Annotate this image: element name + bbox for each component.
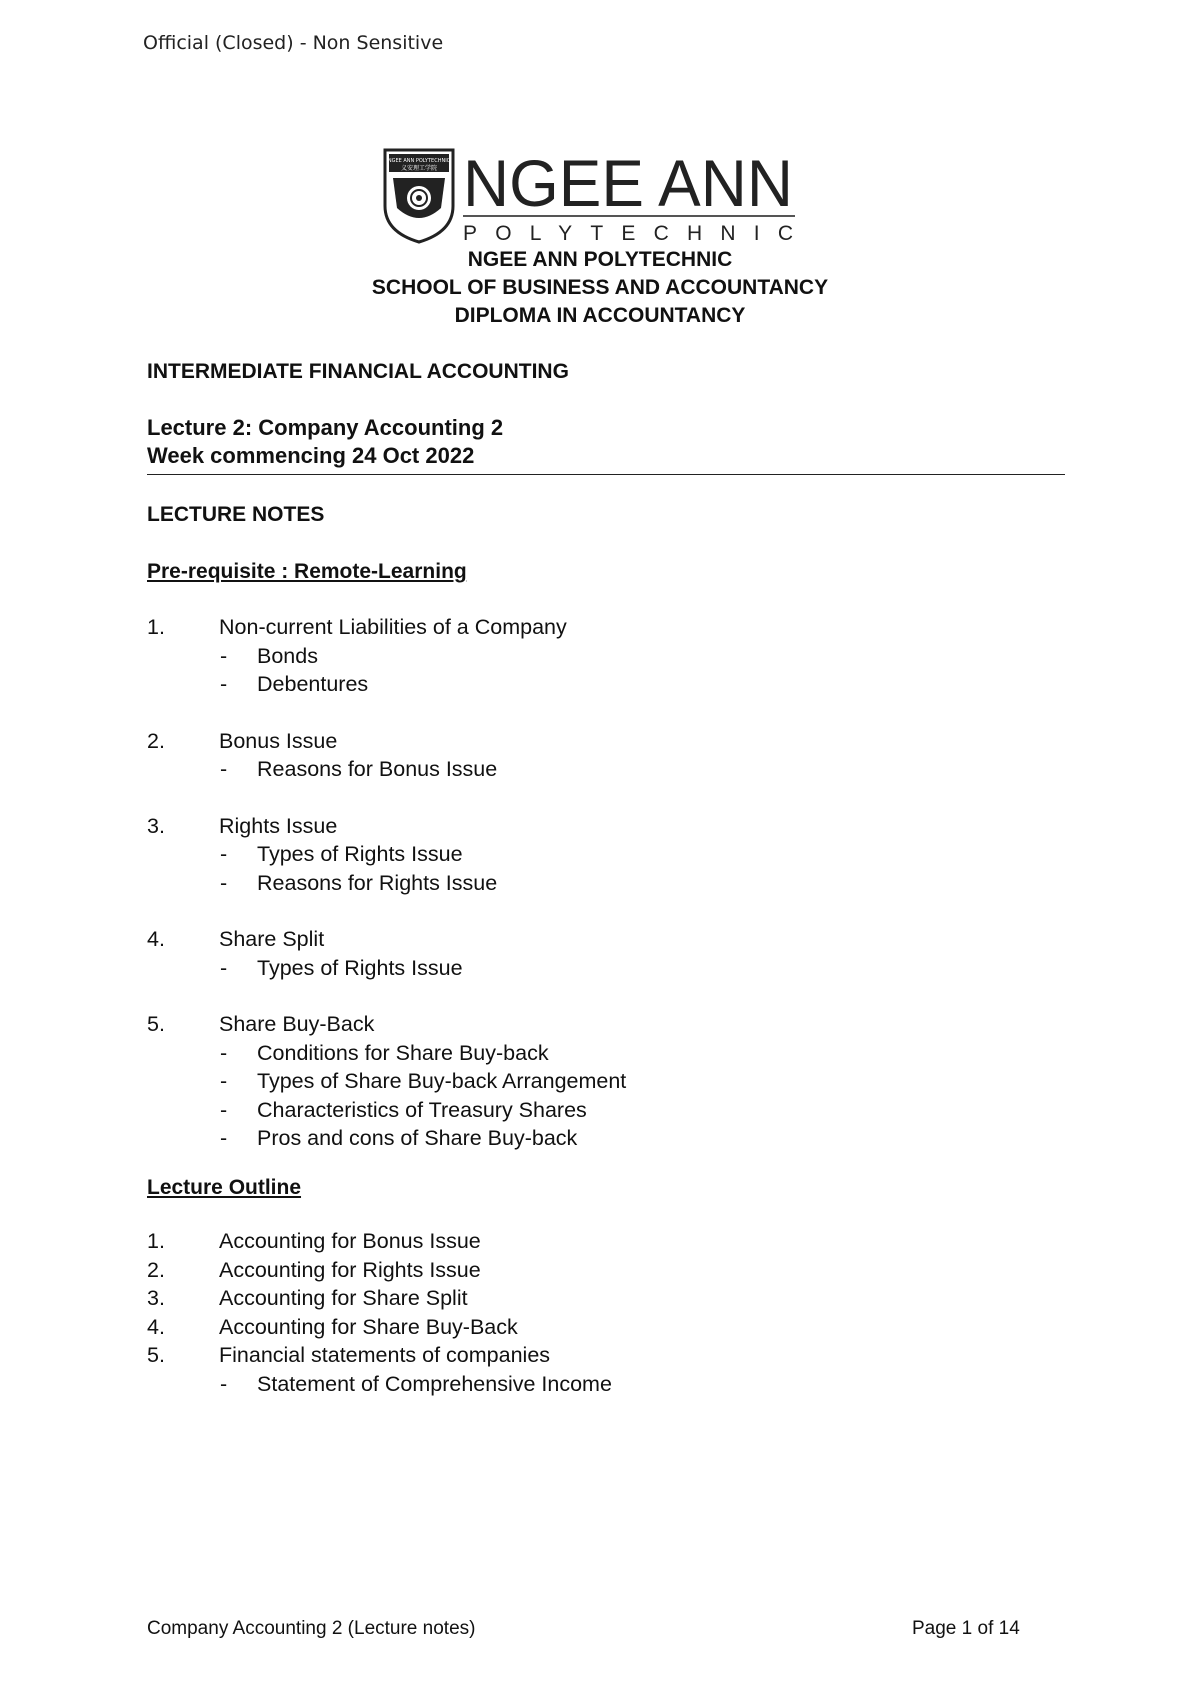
item-number: 5. bbox=[147, 1012, 165, 1036]
sub-item-text: Debentures bbox=[257, 672, 369, 696]
item-text: Accounting for Rights Issue bbox=[219, 1257, 481, 1282]
logo-sub: POLYTECHNIC bbox=[463, 222, 793, 244]
bullet-dash: - bbox=[220, 1040, 228, 1065]
bullet-dash: - bbox=[220, 643, 228, 668]
bullet-dash: - bbox=[220, 1097, 228, 1122]
ngee-ann-logo bbox=[383, 148, 803, 244]
diploma-name: DIPLOMA IN ACCOUNTANCY bbox=[454, 304, 746, 327]
item-text: Accounting for Share Split bbox=[219, 1286, 468, 1310]
school-name: SCHOOL OF BUSINESS AND ACCOUNTANCY bbox=[371, 276, 829, 299]
sub-item-text: Reasons for Rights Issue bbox=[257, 870, 498, 895]
item-text: Financial statements of companies bbox=[219, 1343, 551, 1367]
bullet-dash: - bbox=[220, 1371, 228, 1396]
bullet-dash: - bbox=[220, 842, 228, 866]
title-divider bbox=[147, 474, 1065, 475]
sub-item-text: Reasons for Bonus Issue bbox=[257, 757, 498, 781]
page-number: Page 1 of 14 bbox=[912, 1618, 1020, 1639]
outline-heading: Lecture Outline bbox=[147, 1176, 302, 1199]
classification-label: Official (Closed) - Non Sensitive bbox=[143, 32, 444, 54]
item-number: 2. bbox=[147, 1257, 165, 1282]
item-text: Non-current Liabilities of a Company bbox=[219, 615, 567, 639]
item-number: 4. bbox=[147, 927, 165, 951]
bullet-dash: - bbox=[220, 870, 228, 895]
sub-item-text: Bonds bbox=[257, 643, 318, 668]
bullet-dash: - bbox=[220, 1069, 228, 1093]
sub-item-text: Statement of Comprehensive Income bbox=[257, 1371, 612, 1396]
bullet-dash: - bbox=[220, 955, 228, 980]
institution-name: NGEE ANN POLYTECHNIC bbox=[467, 248, 733, 271]
course-title: INTERMEDIATE FINANCIAL ACCOUNTING bbox=[147, 360, 569, 383]
item-text: Bonus Issue bbox=[219, 728, 338, 753]
crest-text: NGEE ANN POLYTECHNIC bbox=[387, 158, 451, 164]
item-text: Accounting for Share Buy-Back bbox=[219, 1314, 518, 1339]
item-text: Rights Issue bbox=[219, 813, 338, 838]
item-number: 3. bbox=[147, 813, 165, 838]
sub-item-text: Types of Rights Issue bbox=[257, 842, 463, 866]
footer-title: Company Accounting 2 (Lecture notes) bbox=[147, 1618, 476, 1639]
item-text: Accounting for Bonus Issue bbox=[219, 1229, 481, 1253]
crest-icon bbox=[385, 150, 453, 242]
sub-item-text: Types of Share Buy-back Arrangement bbox=[257, 1069, 627, 1093]
logo-name: NGEE ANN bbox=[463, 148, 793, 220]
institution-block bbox=[0, 246, 1200, 330]
sub-item-text: Characteristics of Treasury Shares bbox=[257, 1097, 587, 1122]
notes-heading: LECTURE NOTES bbox=[147, 503, 325, 526]
item-number: 5. bbox=[147, 1343, 165, 1367]
lecture-block bbox=[147, 414, 503, 470]
sub-item-text: Types of Rights Issue bbox=[257, 955, 463, 980]
bullet-dash: - bbox=[220, 1126, 228, 1150]
item-number: 4. bbox=[147, 1314, 165, 1339]
sub-item-text: Pros and cons of Share Buy-back bbox=[257, 1126, 578, 1150]
prereq-heading: Pre-requisite : Remote-Learning bbox=[147, 560, 467, 583]
item-number: 3. bbox=[147, 1286, 165, 1310]
sub-item-text: Conditions for Share Buy-back bbox=[257, 1040, 549, 1065]
item-number: 2. bbox=[147, 728, 165, 753]
item-text: Share Split bbox=[219, 927, 325, 951]
crest-chinese: 义安理工学院 bbox=[400, 165, 438, 172]
bullet-dash: - bbox=[220, 757, 228, 781]
item-number: 1. bbox=[147, 1229, 165, 1253]
lecture-title: Lecture 2: Company Accounting 2 bbox=[147, 415, 504, 440]
lecture-week: Week commencing 24 Oct 2022 bbox=[147, 443, 475, 468]
bullet-dash: - bbox=[220, 672, 228, 696]
item-number: 1. bbox=[147, 615, 165, 639]
item-text: Share Buy-Back bbox=[219, 1012, 375, 1036]
